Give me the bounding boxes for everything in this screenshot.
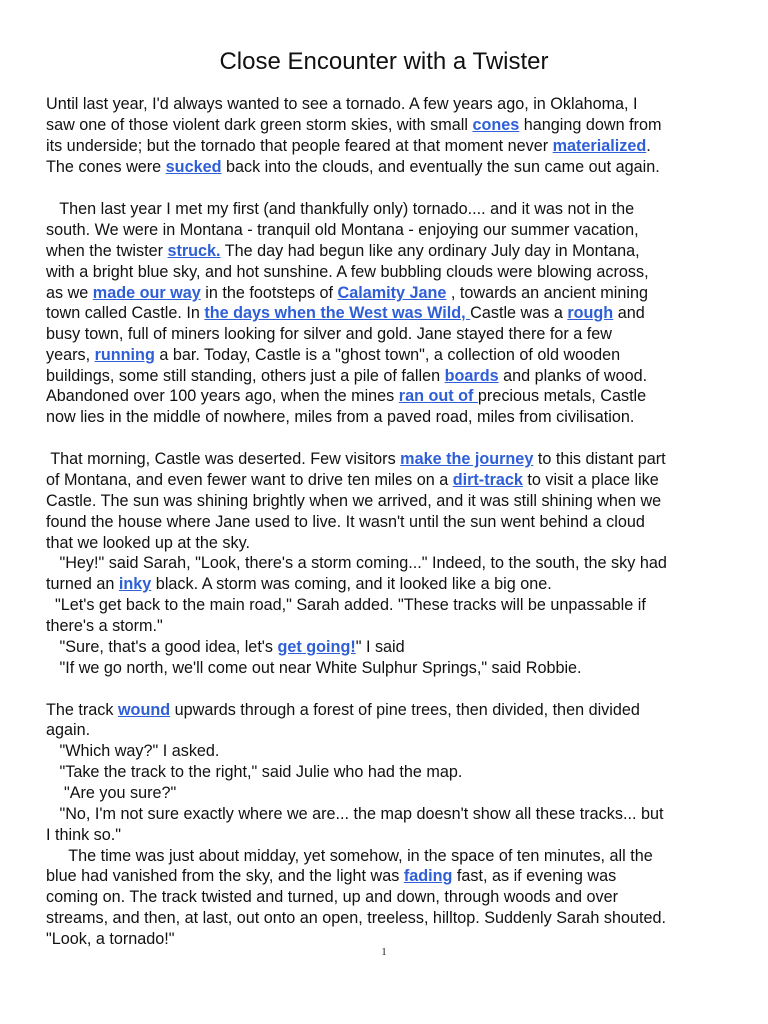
vocab-link[interactable]: sucked	[165, 158, 222, 176]
page-number: 1	[381, 946, 387, 958]
text-line	[46, 720, 90, 741]
text-run: "Sure, that's a good idea, let's	[46, 638, 278, 656]
text-run: The day had begun like any ordinary July day in Montana,	[220, 242, 640, 260]
text-line	[46, 658, 582, 679]
text-run: , towards an ancient mining	[446, 284, 648, 302]
vocab-link[interactable]: make the journey	[400, 450, 534, 468]
vocab-link[interactable]: the days when the West was Wild,	[204, 304, 471, 322]
text-run: "If we go north, we'll come out near White Sulphur Springs," said Robbie.	[46, 659, 582, 677]
page-title: Close Encounter with a Twister	[219, 48, 549, 75]
text-run: when the twister	[46, 242, 168, 260]
text-line	[46, 115, 661, 136]
vocab-link[interactable]: get going!	[277, 638, 356, 656]
text-run: Then last year I met my first (and thankfully only) tornado.... and it was not in the	[46, 200, 635, 218]
text-line	[46, 157, 660, 178]
text-line	[46, 553, 667, 574]
text-run: hanging down from	[519, 116, 662, 134]
text-run: now lies in the middle of nowhere, miles from a paved road, miles from civilisation.	[46, 408, 635, 426]
text-line	[46, 262, 649, 283]
text-run: as we	[46, 284, 93, 302]
text-run: "Hey!" said Sarah, "Look, there's a storm coming..." Indeed, to the south, the sky had	[46, 554, 667, 572]
text-run: coming on. The track twisted and turned, up and down, through woods and over	[46, 888, 619, 906]
vocab-link[interactable]: running	[94, 346, 155, 364]
text-line	[46, 283, 648, 304]
text-line	[46, 345, 620, 366]
text-run: " I said	[355, 638, 405, 656]
text-run: to visit a place like	[522, 471, 659, 489]
text-run: with a bright blue sky, and hot sunshine. A few bubbling clouds were blowing across,	[46, 263, 649, 281]
text-line	[46, 136, 651, 157]
text-line	[46, 220, 639, 241]
vocab-link[interactable]: ran out of	[398, 387, 478, 405]
text-line	[46, 303, 645, 324]
text-run: "No, I'm not sure exactly where we are... the map doesn't show all these tracks... but	[46, 805, 664, 823]
text-run: back into the clouds, and eventually the sun came out again.	[221, 158, 660, 176]
text-line	[46, 616, 163, 637]
text-run: The time was just about midday, yet somehow, in the space of ten minutes, all the	[46, 847, 653, 865]
vocab-link[interactable]: dirt-track	[452, 471, 523, 489]
text-run: south. We were in Montana - tranquil old Montana - enjoying our summer vacation,	[46, 221, 639, 239]
text-run: That morning, Castle was deserted. Few visitors	[46, 450, 401, 468]
text-line	[46, 574, 552, 595]
text-line	[46, 470, 659, 491]
vocab-link[interactable]: materialized	[552, 137, 647, 155]
text-run: town called Castle. In	[46, 304, 205, 322]
vocab-link[interactable]: Calamity Jane	[337, 284, 447, 302]
vocab-link[interactable]: struck.	[167, 242, 221, 260]
text-run: buildings, some still standing, others just a pile of fallen	[46, 367, 445, 385]
text-line	[46, 595, 646, 616]
text-run: busy town, full of miners looking for silver and gold. Jane stayed there for a few	[46, 325, 612, 343]
vocab-link[interactable]: cones	[472, 116, 520, 134]
text-run: precious metals, Castle	[477, 387, 647, 405]
text-line	[46, 512, 645, 533]
text-line	[46, 741, 219, 762]
text-run: Until last year, I'd always wanted to see a tornado. A few years ago, in Oklahoma, I	[46, 95, 638, 113]
text-run: blue had vanished from the sky, and the light was	[46, 867, 404, 885]
text-line	[46, 449, 666, 470]
vocab-link[interactable]: made our way	[92, 284, 201, 302]
text-line	[46, 241, 640, 262]
text-run: The cones were	[46, 158, 166, 176]
text-run: a bar. Today, Castle is a "ghost town", a collection of old wooden	[154, 346, 621, 364]
text-run: its underside; but the tornado that people feared at that moment never	[46, 137, 553, 155]
text-run: .	[646, 137, 651, 155]
text-run: to this distant part	[533, 450, 666, 468]
text-run: streams, and then, at last, out onto an open, treeless, hilltop. Suddenly Sarah shouted.	[46, 909, 667, 927]
text-run: "Are you sure?"	[46, 784, 177, 802]
text-line	[46, 866, 616, 887]
text-run: black. A storm was coming, and it looked like a big one.	[151, 575, 552, 593]
text-line	[46, 908, 666, 929]
text-run: The track	[46, 701, 118, 719]
text-run: turned an	[46, 575, 119, 593]
text-line	[46, 783, 176, 804]
vocab-link[interactable]: rough	[567, 304, 614, 322]
text-run: Castle. The sun was shining brightly when we arrived, and it was still shining when we	[46, 492, 662, 510]
text-run: upwards through a forest of pine trees, then divided, then divided	[170, 701, 640, 719]
vocab-link[interactable]: boards	[444, 367, 499, 385]
text-run: and	[613, 304, 645, 322]
text-line	[46, 762, 462, 783]
text-run: "Look, a tornado!"	[46, 930, 175, 948]
text-run: that we looked up at the sky.	[46, 534, 250, 552]
text-run: "Let's get back to the main road," Sarah added. "These tracks will be unpassable if	[46, 596, 646, 614]
text-line	[46, 94, 638, 115]
text-run: Abandoned over 100 years ago, when the mines	[46, 387, 399, 405]
text-run: again.	[46, 721, 91, 739]
text-line	[46, 846, 653, 867]
text-line	[46, 637, 405, 658]
text-run: there's a storm."	[46, 617, 163, 635]
text-run: years,	[46, 346, 95, 364]
text-line	[46, 366, 647, 387]
vocab-link[interactable]: wound	[117, 701, 171, 719]
text-run: saw one of those violent dark green storm skies, with small	[46, 116, 473, 134]
text-line	[46, 199, 634, 220]
text-run: "Take the track to the right," said Julie who had the map.	[46, 763, 463, 781]
text-run: fast, as if evening was	[452, 867, 617, 885]
text-line	[46, 887, 618, 908]
text-line	[46, 491, 661, 512]
text-run: I think so."	[46, 826, 122, 844]
text-line	[46, 700, 640, 721]
text-line	[46, 804, 663, 825]
vocab-link[interactable]: inky	[118, 575, 152, 593]
text-line	[46, 825, 121, 846]
vocab-link[interactable]: fading	[403, 867, 453, 885]
text-run: of Montana, and even fewer want to drive ten miles on a	[46, 471, 453, 489]
text-run: Castle was a	[470, 304, 568, 322]
text-run: and planks of wood.	[498, 367, 648, 385]
text-line	[46, 324, 612, 345]
text-line	[46, 533, 250, 554]
text-run: found the house where Jane used to live. It wasn't until the sun went behind a cloud	[46, 513, 645, 531]
text-run: in the footsteps of	[200, 284, 338, 302]
text-run: "Which way?" I asked.	[46, 742, 220, 760]
text-line	[46, 386, 646, 407]
text-line	[46, 407, 634, 428]
